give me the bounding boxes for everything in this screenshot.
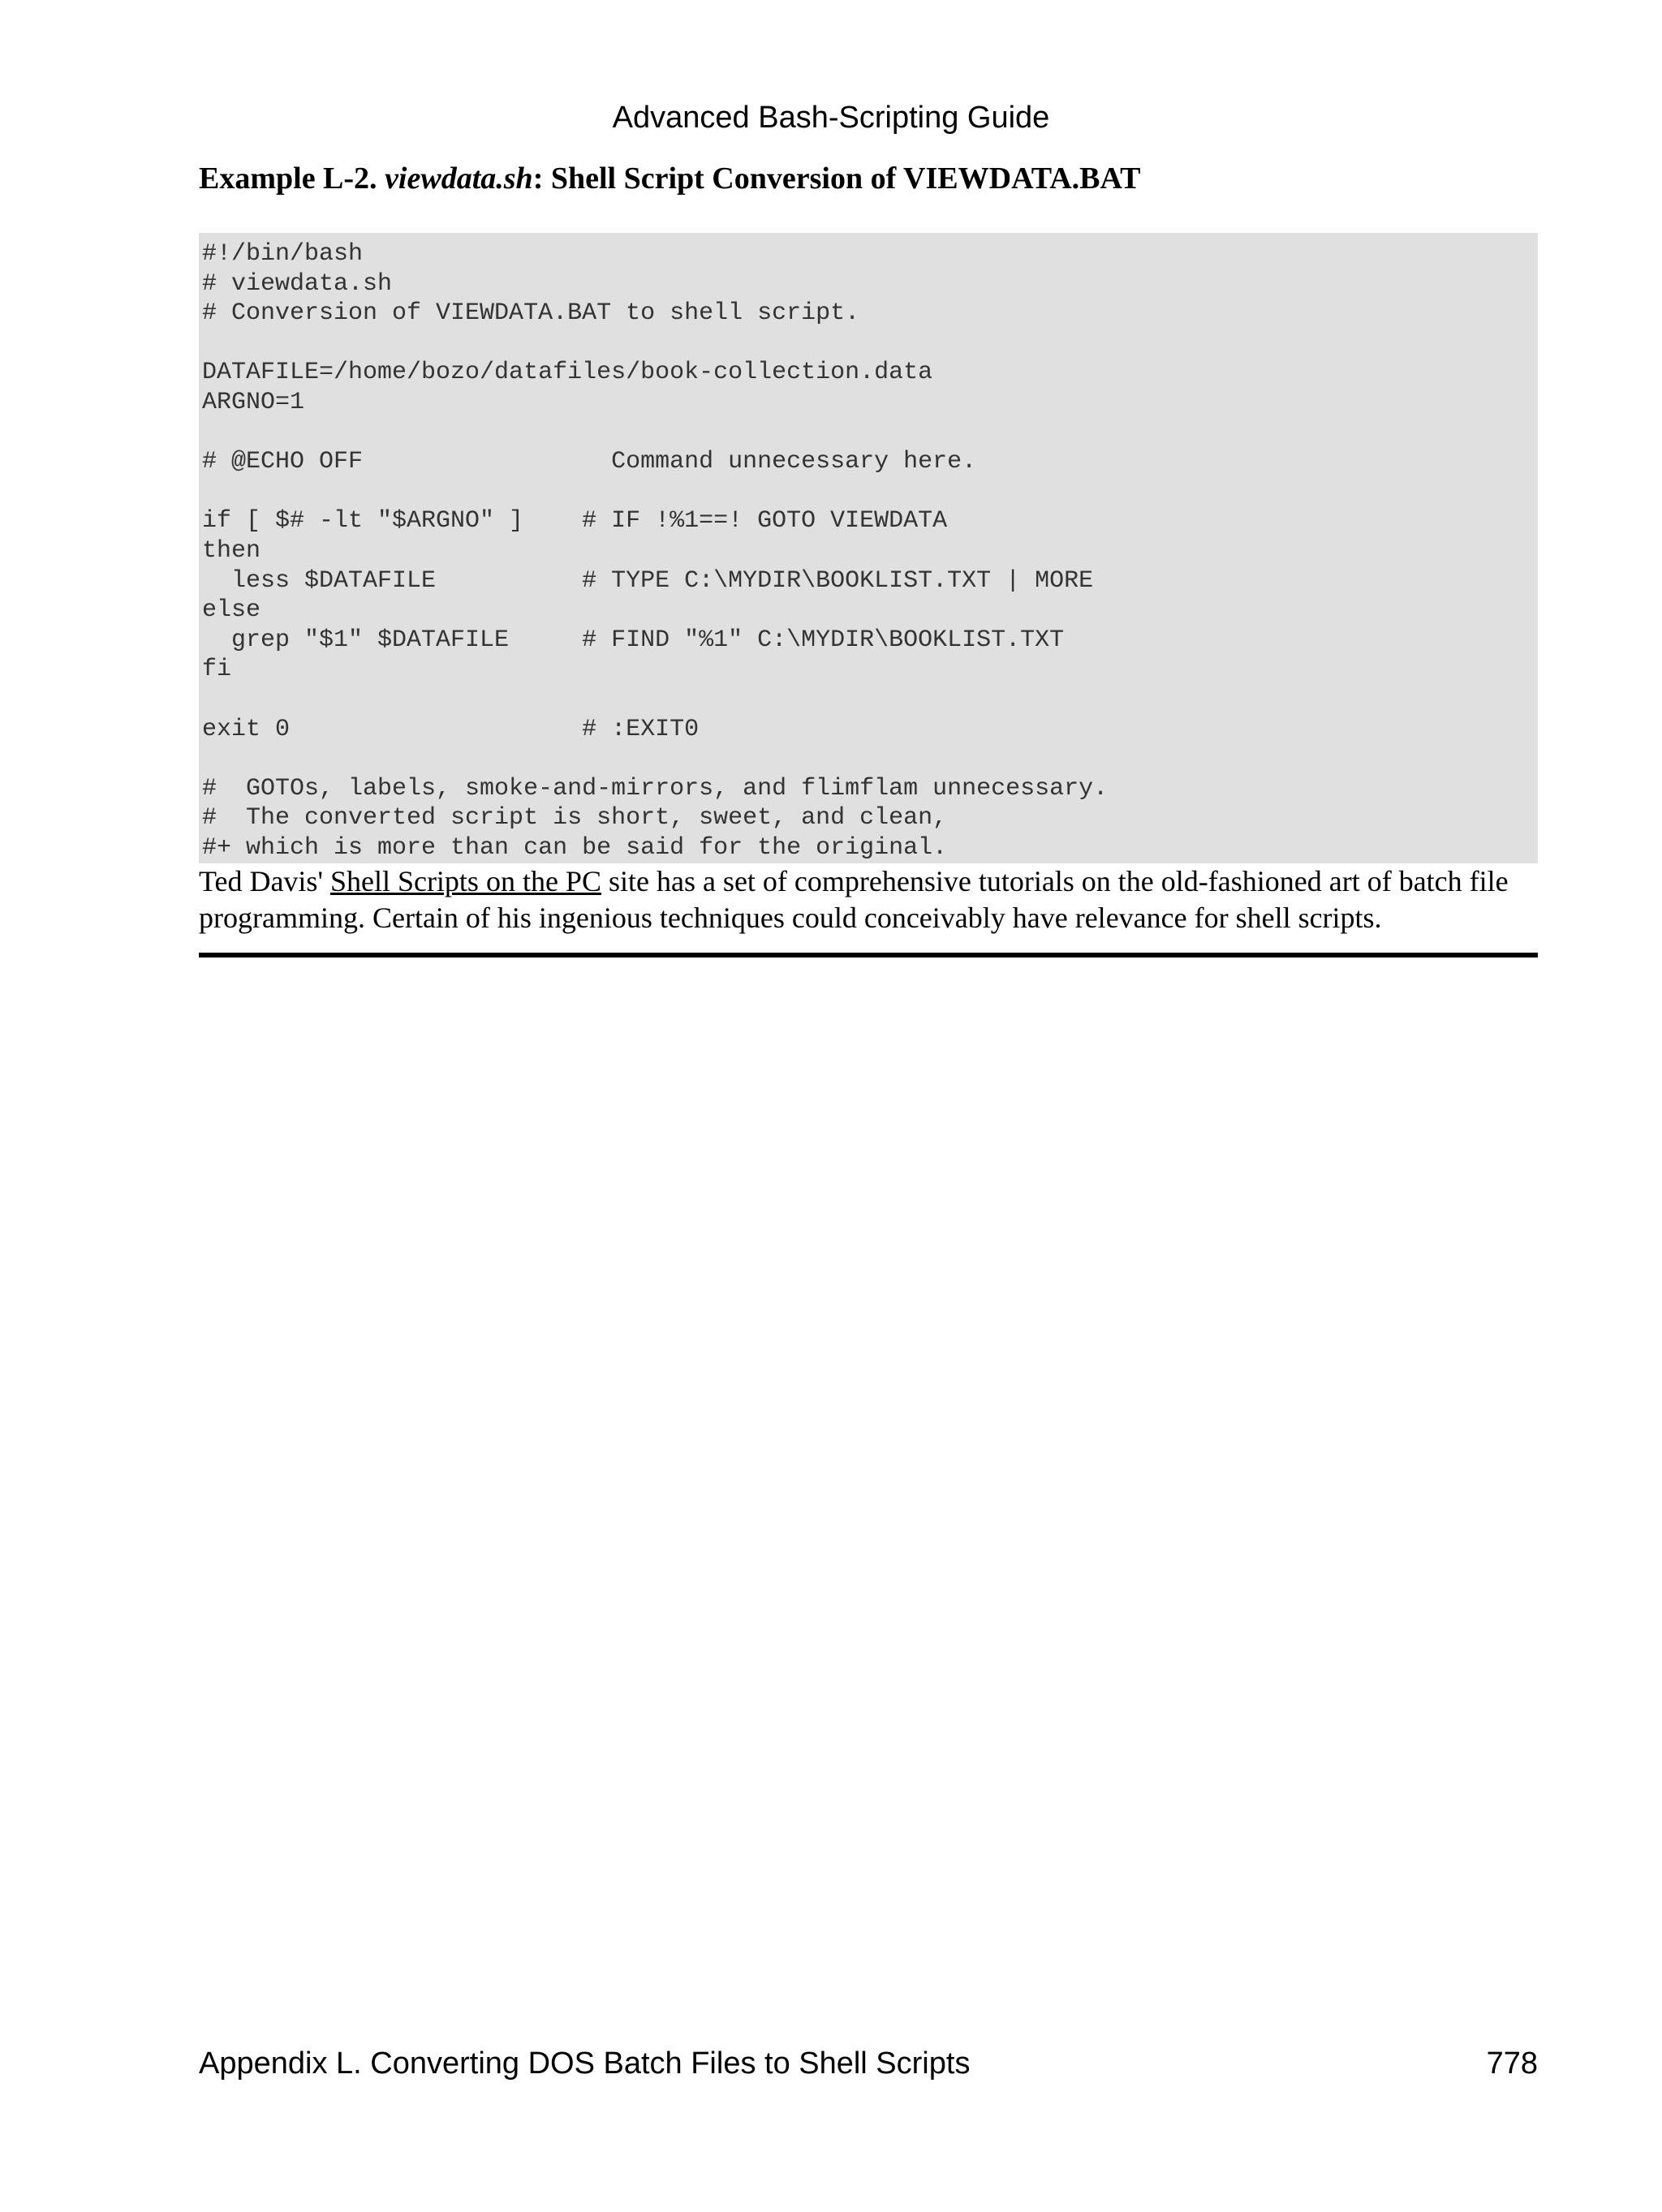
body-paragraph xyxy=(199,863,1546,936)
example-title-rest: : Shell Script Conversion of VIEWDATA.BAT xyxy=(532,161,1141,196)
example-label: Example L-2. xyxy=(199,161,377,196)
section-divider xyxy=(199,953,1538,958)
example-filename: viewdata.sh xyxy=(385,161,533,196)
paragraph-rest: site has a set of comprehensive tutorials on the old-fashioned art of batch file programming. Certain of his ingenious techniques could conceivably have relevance for shell scripts. xyxy=(199,865,1509,934)
code-listing xyxy=(199,233,1538,863)
footer-section-title: Appendix L. Converting DOS Batch Files to Shell Scripts xyxy=(199,2046,971,2081)
example-title xyxy=(199,161,1140,196)
code-text: #!/bin/bash # viewdata.sh # Conversion of VIEWDATA.BAT to shell script. DATAFILE=/home/bozo/datafiles/book-collection.data ARGNO=1 # @ECHO OFF Command unnecessary here. if [ $# -lt "$ARGNO" ] # IF !%1==! GOTO VIEWDATA then less $DATAFILE # TYPE C:\MYDIR\BOOKLIST.TXT | MORE else grep "$1" $DATAFILE # FIND "%1" C:\MYDIR\BOOKLIST.TXT fi exit 0 # :EXIT0 # GOTOs, labels, smoke-and-mirrors, and flimflam unnecessary. # The converted script is short, sweet, and clean, #+ which is more than can be said for the original. xyxy=(202,240,1109,862)
paragraph-lead: Ted Davis' xyxy=(199,865,330,897)
running-header: Advanced Bash-Scripting Guide xyxy=(612,101,1050,135)
page-footer xyxy=(199,2046,1538,2081)
page-number: 778 xyxy=(1486,2046,1538,2081)
shell-scripts-on-the-pc-link[interactable]: Shell Scripts on the PC xyxy=(329,865,601,897)
